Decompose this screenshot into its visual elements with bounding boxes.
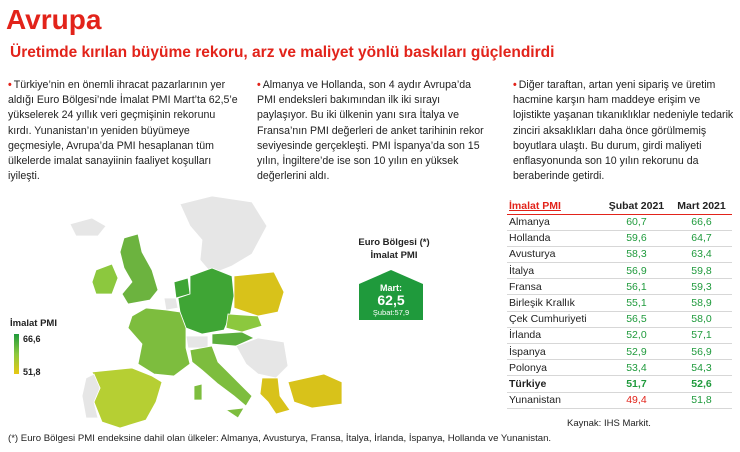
eurozone-pmi-value: 62,5 bbox=[377, 292, 405, 308]
mar-value: 59,8 bbox=[671, 263, 732, 279]
table-row bbox=[507, 279, 732, 295]
map-scandinavia bbox=[180, 196, 267, 274]
mar-value: 58,0 bbox=[671, 311, 732, 327]
mar-value: 64,7 bbox=[671, 230, 732, 246]
eurozone-label-line1: Euro Bölgesi (*) bbox=[358, 237, 430, 248]
mar-value: 54,3 bbox=[671, 360, 732, 376]
feb-value: 56,1 bbox=[602, 279, 671, 295]
mar-value: 58,9 bbox=[671, 295, 732, 311]
table-row bbox=[507, 311, 732, 327]
table-row bbox=[507, 327, 732, 343]
map-balkans bbox=[236, 338, 288, 378]
mar-value: 63,4 bbox=[671, 246, 732, 262]
column-header-country: İmalat PMI bbox=[507, 199, 602, 214]
map-ireland bbox=[92, 264, 118, 294]
map-sardinia bbox=[194, 384, 202, 400]
country-name: Türkiye bbox=[507, 376, 602, 392]
column-text: Almanya ve Hollanda, son 4 aydır Avrupa’da PMI endeksleri bakımından ilk iki sırayı paylaşıyor. Bu iki ülkenin yanı sıra İtalya ve Fransa’nın PMI değerleri de anket tarihinin rekor seviyesinde gerçekleşti. PMI İspanya’da son 15 yılın, İngiltere’de ise son 10 yılın en yüksek değerlerini aldı. bbox=[257, 79, 484, 183]
feb-value: 53,4 bbox=[602, 360, 671, 376]
map-turkey bbox=[288, 374, 342, 408]
mar-value: 56,9 bbox=[671, 344, 732, 360]
feb-value: 59,6 bbox=[602, 230, 671, 246]
map-iceland bbox=[70, 218, 106, 236]
pmi-table bbox=[507, 199, 732, 409]
map-greece bbox=[260, 378, 290, 414]
page-subtitle: Üretimde kırılan büyüme rekoru, arz ve maliyet yönlü baskıları güçlendirdi bbox=[10, 44, 555, 61]
table-row-turkey bbox=[507, 376, 732, 392]
feb-value: 60,7 bbox=[602, 214, 671, 230]
table-row bbox=[507, 360, 732, 376]
legend-title: İmalat PMI bbox=[10, 318, 57, 329]
map-poland bbox=[234, 272, 284, 316]
bullet-marker: • bbox=[513, 79, 517, 91]
map-switzerland bbox=[186, 336, 208, 348]
map-czech bbox=[226, 314, 262, 332]
europe-pmi-map bbox=[62, 196, 342, 446]
table-row bbox=[507, 392, 732, 408]
mar-value: 51,8 bbox=[671, 392, 732, 408]
footnote: (*) Euro Bölgesi PMI endeksine dahil olan ülkeler: Almanya, Avusturya, Fransa, İtalya, İrlanda, İspanya, Hollanda ve Yunanistan. bbox=[8, 433, 552, 444]
country-name: Birleşik Krallık bbox=[507, 295, 602, 311]
bullet-marker: • bbox=[8, 79, 12, 91]
eurozone-label bbox=[352, 236, 436, 262]
legend-color-scale bbox=[14, 334, 19, 374]
text-column-3 bbox=[513, 78, 735, 184]
country-name: Hollanda bbox=[507, 230, 602, 246]
legend-high-value: 66,6 bbox=[23, 334, 41, 344]
country-name: Avusturya bbox=[507, 246, 602, 262]
mar-value: 57,1 bbox=[671, 327, 732, 343]
country-name: Almanya bbox=[507, 214, 602, 230]
map-belgium bbox=[164, 298, 178, 310]
table-row bbox=[507, 263, 732, 279]
text-column-2 bbox=[257, 78, 492, 184]
table-header-row bbox=[507, 199, 732, 214]
table-row bbox=[507, 295, 732, 311]
legend-low-value: 51,8 bbox=[23, 367, 41, 377]
country-name: Çek Cumhuriyeti bbox=[507, 311, 602, 327]
eurozone-previous-value: Şubat:57,9 bbox=[372, 308, 410, 317]
mar-value: 52,6 bbox=[671, 376, 732, 392]
country-name: İrlanda bbox=[507, 327, 602, 343]
feb-value: 56,9 bbox=[602, 263, 671, 279]
feb-value: 52,9 bbox=[602, 344, 671, 360]
table-row bbox=[507, 214, 732, 230]
map-france bbox=[128, 308, 190, 376]
map-sicily bbox=[226, 408, 244, 418]
feb-value: 51,7 bbox=[602, 376, 671, 392]
feb-value: 56,5 bbox=[602, 311, 671, 327]
eurozone-label-line2: İmalat PMI bbox=[370, 250, 418, 261]
eurozone-month-label: Mart: bbox=[380, 283, 402, 293]
column-header-mar: Mart 2021 bbox=[671, 199, 732, 214]
map-germany bbox=[178, 268, 234, 334]
country-name: İspanya bbox=[507, 344, 602, 360]
feb-value: 52,0 bbox=[602, 327, 671, 343]
eurozone-pmi-badge bbox=[359, 270, 423, 320]
column-text: Türkiye’nin en önemli ihracat pazarlarının yer aldığı Euro Bölgesi’nde İmalat PMI Mart’ta 62,5’e yükselerek 24 yıllık veri geçmişinin rekorunu kırdı. Yunanistan’ın yeniden büyümeye geçmesiyle, Avrupa’da PMI hesaplanan tüm ülkelerde imalat sanayiinin faaliyet koşulları iyileşti. bbox=[8, 79, 238, 183]
country-name: Fransa bbox=[507, 279, 602, 295]
map-uk bbox=[120, 234, 158, 304]
feb-value: 58,3 bbox=[602, 246, 671, 262]
column-header-feb: Şubat 2021 bbox=[602, 199, 671, 214]
table-row bbox=[507, 246, 732, 262]
table-source: Kaynak: IHS Markit. bbox=[567, 418, 651, 429]
mar-value: 59,3 bbox=[671, 279, 732, 295]
page-title: Avrupa bbox=[6, 4, 102, 35]
column-text: Diğer taraftan, artan yeni sipariş ve üretim hacmine karşın ham maddeye erişim ve lojistikte yaşanan tıkanıklıklar nedeniyle tedarik zinciri aksaklıkları daha önce görülmemiş boyutlara ulaştı. Bu durum, girdi maliyeti enflasyonunda son 10 yılın rekorunu da beraberinde getirdi. bbox=[513, 79, 734, 183]
country-name: Yunanistan bbox=[507, 392, 602, 408]
bullet-marker: • bbox=[257, 79, 261, 91]
country-name: Polonya bbox=[507, 360, 602, 376]
table-row bbox=[507, 230, 732, 246]
mar-value: 66,6 bbox=[671, 214, 732, 230]
feb-value: 55,1 bbox=[602, 295, 671, 311]
map-spain bbox=[92, 368, 162, 428]
table-row bbox=[507, 344, 732, 360]
text-column-1 bbox=[8, 78, 240, 184]
feb-value: 49,4 bbox=[602, 392, 671, 408]
country-name: İtalya bbox=[507, 263, 602, 279]
